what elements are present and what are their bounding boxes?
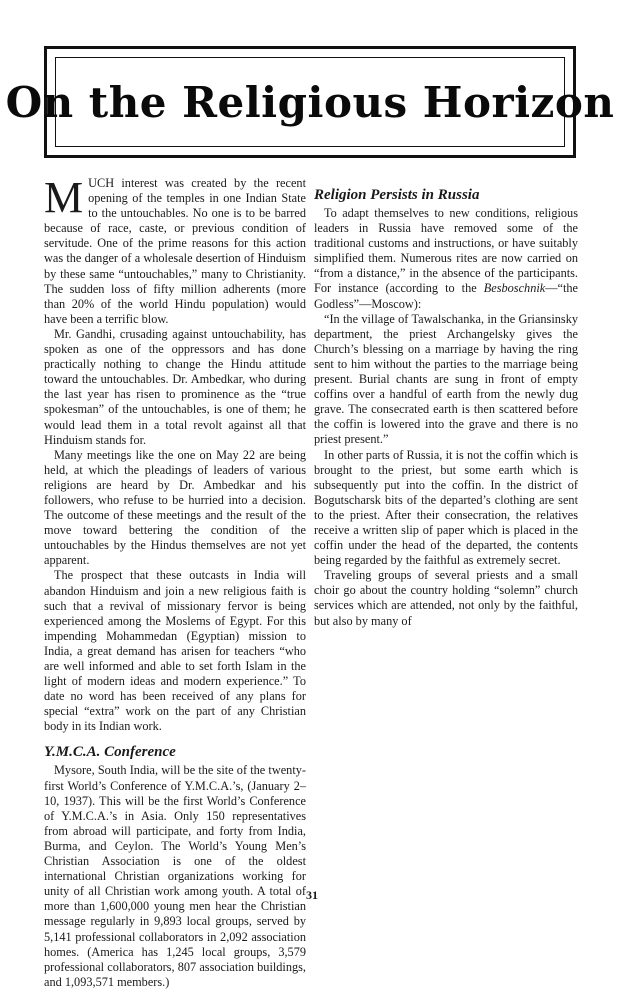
ymca-paragraph: Mysore, South India, will be the site of the twenty-first World’s Conference of Y.M.C.A.’s, (January 2–10, 1937). This will be the first World’s Conference of Y.M.C.A.’s in Asia. Only 150 representatives from abroad will participate, and forty from India, Burma, and Ceylon. The World’s Young Men’s Christian Association is one of the oldest international Christian organizations working for unity of all Christian work among youth. A total of more than 1,600,000 young men hear the Christian message regularly in 9,893 local groups, served by 5,141 professional collaborators in 2,092 association homes. (America has 1,245 local groups, 3,579 professional collaborators, 807 association buildings, and 1,093,571 members.) — [44, 763, 306, 989]
page-title: On the Religious Horizon — [5, 77, 615, 127]
right-column — [314, 176, 578, 629]
russia-paragraph-2: “In the village of Tawalschanka, in the Griansinsky department, the priest Archangelsky gives the Church’s blessing on a marriage by having the ring sent to him without the parties to the marriage being present. Burial chants are sung in front of empty coffins over a handful of earth from the newly dug grave. The consecrated earth is then scattered before the coffin is lowered into the grave and there is no priest present.” — [314, 311, 578, 447]
russia-paragraph-1-text-a: To adapt themselves to new conditions, religious leaders in Russia have removed some of the traditional customs and instructions, or have suitably simplified them. Numerous rites are now carried on “from a distance,” in the absence of the participants. For instance (according to the — [314, 206, 578, 296]
intro-paragraph-2: Mr. Gandhi, crusading against untouchability, has spoken as one of the oppressors and has done practically nothing to change the Hindu attitude toward the untouchables. Dr. Ambedkar, who during the last year has risen to prominence as the “true spokesman” of the untouchables, is one of them; he would lead them in a total revolt against all that Hinduism stands for. — [44, 326, 306, 447]
title-banner — [5, 46, 615, 158]
drop-cap: M — [44, 173, 84, 222]
left-column — [44, 173, 306, 990]
russia-paragraph-1-text-b: —“the Godless”—Moscow): — [314, 281, 578, 311]
besboschnik-italic: Besboschnik — [483, 281, 546, 296]
intro-paragraph-3: Many meetings like the one on May 22 are being held, at which the pleadings of leaders of various religions are heard by Dr. Ambedkar and his followers, who refuse to be hurried into a decision. The outcome of these meetings and the result of the move toward bettering the condition of the untouchables by the Hindus themselves are not yet apparent. — [44, 447, 306, 568]
russia-paragraph-4: Traveling groups of several priests and a small choir go about the country holding “solemn” church services which are attended, not only by the faithful, but also by many of — [314, 568, 578, 628]
ymca-heading: Y.M.C.A. Conference — [44, 744, 176, 761]
intro-paragraph-1-text: UCH interest was created by the recent opening of the temples in one Indian State to the untouchables. No one is to be barred because of race, caste, or previous condition of servitude. One of the prime reasons for this action was the danger of a wholesale desertion of Hinduism by these same “untouchables,” many to Christianity. The sudden loss of fifty million adherents (more than 20% of the world Hindu population) would have been a terrific blow. — [44, 176, 306, 326]
russia-paragraph-1 — [314, 206, 578, 312]
russia-paragraph-3: In other parts of Russia, it is not the coffin which is brought to the priest, but some earth which is subsequently put into the coffin. In the district of Bogutscharsk bits of the departed’s clothing are sent to the priest. After their consecration, the relatives receive a written slip of paper which is placed in the coffin under the head of the departed, the contents being regarded by the faithful as extremely secret. — [314, 447, 578, 568]
russia-heading: Religion Persists in Russia — [314, 187, 480, 203]
title-banner-inner-frame — [5, 57, 615, 147]
page-number: 31 — [306, 888, 318, 902]
intro-paragraph-1 — [44, 173, 306, 327]
intro-paragraph-4: The prospect that these outcasts in India will abandon Hinduism and join a new religious faith is such that a revival of missionary fervor is being experienced among the Moslems of Egypt. For this impending Mohammedan (Egyptian) mission to India, a great demand has arisen for teachers “who are well informed and able to set forth Islam in the light of modern ideas and modern experience.” To date no word has been received of any plans for special “extra” work on the part of any Christian body in its Indian work. — [44, 568, 306, 734]
